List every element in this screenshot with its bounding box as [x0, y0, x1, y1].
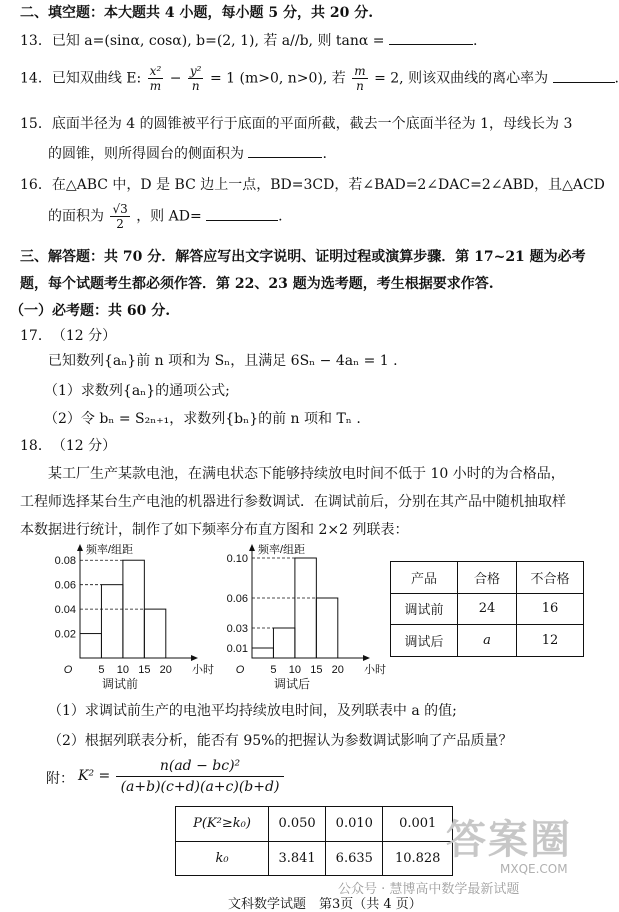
watermark-site: MXQE.COM — [500, 862, 568, 876]
q15-answer-blank — [248, 145, 322, 158]
y-tick-label: 0.06 — [226, 593, 248, 605]
contingency-header: 合格 — [458, 562, 517, 594]
q16-post: ，则 AD= — [136, 208, 202, 225]
x-tick-label: 20 — [159, 664, 172, 676]
histogram-bar — [295, 558, 316, 658]
histogram-bar — [273, 628, 294, 658]
x-axis-arrow — [191, 655, 198, 661]
histogram-bar — [101, 585, 122, 658]
question-15-line2 — [48, 143, 327, 163]
section3-heading-line1: 三、解答题：共 70 分．解答应写出文字说明、证明过程或演算步骤．第 17~21 题为必考 — [20, 249, 586, 265]
page-footer: 文科数学试题 第3页（共 4 页） — [228, 897, 422, 912]
contingency-header-row — [391, 562, 584, 594]
contingency-cell: 12 — [517, 625, 584, 657]
question-13 — [20, 30, 477, 50]
critical-value-table — [175, 806, 453, 876]
q17-stem: 已知数列{aₙ}前 n 项和为 Sₙ，且满足 6Sₙ − 4aₙ = 1 . — [48, 353, 398, 369]
x-tick-label: 15 — [138, 664, 151, 676]
x-axis-label: 小时 — [364, 664, 386, 676]
k-table-cell: 3.841 — [269, 841, 326, 876]
k-table-cell: P(K²≥k₀) — [176, 807, 269, 842]
watermark-logo: 答案圈 — [446, 817, 572, 863]
y-axis-arrow — [249, 544, 255, 551]
contingency-table — [390, 561, 584, 657]
question-15-line1 — [20, 113, 572, 133]
x-tick-label: 5 — [98, 664, 105, 676]
q16-number: 16． — [20, 177, 52, 193]
x-tick-label: O — [63, 664, 73, 676]
formula-fraction — [116, 758, 284, 795]
y-axis-label: 频率/组距 — [258, 544, 306, 556]
q14-question: = 2, 则该双曲线的离心率为 — [374, 70, 549, 87]
contingency-row — [391, 625, 584, 657]
contingency-cell: 调试前 — [391, 593, 458, 625]
histogram-bar — [80, 634, 101, 658]
q15-end: . — [322, 146, 327, 162]
q13-text: 已知 a=(sinα, cosα), b=(2, 1), 若 a//b, 则 tanα = — [51, 33, 385, 49]
q16-pre: 的面积为 — [48, 208, 104, 225]
histogram-after — [212, 540, 386, 691]
histogram-bar — [316, 598, 337, 658]
k-table-cell: 0.050 — [269, 807, 326, 842]
k-table-row — [176, 841, 453, 876]
k-table-row — [176, 807, 453, 842]
x-tick-label: 5 — [270, 664, 277, 676]
chart-title: 调试后 — [273, 677, 311, 691]
k-table-cell: 0.010 — [326, 807, 383, 842]
q14-fraction-y: $\frac{\text{y²}}{n}$ — [189, 64, 202, 93]
question-14 — [20, 64, 619, 93]
y-tick-label: 0.06 — [54, 579, 76, 592]
formula-denominator: (a+b)(c+d)(a+c)(b+d) — [120, 779, 280, 795]
q13-answer-blank — [389, 32, 473, 45]
q13-number: 13． — [20, 33, 52, 49]
q16-line1: 在△ABC 中，D 是 BC 边上一点，BD=3CD，若∠BAD=2∠DAC=2∠ABD，且△ACD — [51, 177, 605, 193]
q14-fraction-x: $\frac{\text{x²}}{m}$ — [149, 64, 162, 93]
watermark-account: 公众号 · 慧博高中数学最新试题 — [338, 882, 520, 897]
contingency-header: 产品 — [391, 562, 458, 594]
contingency-cell: a — [458, 625, 517, 657]
histogram-before — [40, 540, 214, 691]
contingency-cell: 调试后 — [391, 625, 458, 657]
y-tick-label: 0.03 — [226, 623, 248, 635]
q14-answer-blank — [553, 70, 615, 83]
x-axis-label: 小时 — [192, 664, 214, 676]
y-tick-label: 0.04 — [54, 604, 76, 617]
x-tick-label: 15 — [310, 664, 323, 676]
x-tick-label: 20 — [331, 664, 344, 676]
q18-part1: （1）求调试前生产的电池平均持续放电时间，及列联表中 a 的值; — [48, 703, 457, 719]
histogram-bar — [252, 648, 273, 658]
y-tick-label: 0.01 — [226, 643, 248, 655]
formula-k2: K² = — [78, 768, 111, 784]
q14-fraction-mn: $\frac{m}{n}$ — [354, 64, 366, 93]
k-table-cell: k₀ — [176, 841, 269, 876]
k-table-cell: 6.635 — [326, 841, 383, 876]
contingency-row — [391, 593, 584, 625]
contingency-header: 不合格 — [517, 562, 584, 594]
y-tick-label: 0.10 — [226, 553, 248, 565]
q18-part2: （2）根据列联表分析，能否有 95%的把握认为参数调试影响了产品质量？ — [48, 733, 513, 749]
y-tick-label: 0.02 — [54, 628, 76, 641]
q15-line2: 的圆锥，则所得圆台的侧面积为 — [48, 146, 244, 162]
q16-end: . — [278, 208, 283, 225]
x-tick-label: 10 — [288, 664, 302, 676]
section3-subheading: （一）必考题：共 60 分. — [10, 303, 171, 319]
q15-line1: 底面半径为 4 的圆锥被平行于底面的平面所截，截去一个底面半径为 1，母线长为 3 — [51, 116, 573, 132]
q18-stem-line3: 本数据进行统计，制作了如下频率分布直方图和 2×2 列联表： — [20, 522, 409, 538]
contingency-cell: 16 — [517, 593, 584, 625]
histogram-bar — [144, 609, 165, 658]
q14-minus: − — [169, 70, 182, 87]
x-axis-arrow — [363, 655, 370, 661]
q17-title: 17． （12 分） — [20, 328, 117, 344]
q16-fraction: $\frac{√3}{2}$ — [112, 202, 128, 231]
y-tick-label: 0.08 — [54, 555, 76, 568]
q18-title: 18． （12 分） — [20, 438, 117, 454]
section3-heading-line2: 题，每个试题考生都必须作答．第 22、23 题为选考题，考生根据要求作答. — [20, 276, 494, 292]
y-axis-label: 频率/组距 — [86, 544, 134, 556]
contingency-cell: 24 — [458, 593, 517, 625]
question-16-line1 — [20, 174, 605, 194]
q14-number: 14． — [20, 70, 52, 87]
q18-stem-line2: 工程师选择某台生产电池的机器进行参数调试．在调试前后，分别在其产品中随机抽取样 — [20, 494, 566, 510]
q17-part2: （2）令 bₙ = S₂ₙ₊₁，求数列{bₙ}的前 n 项和 Tₙ . — [44, 411, 361, 427]
y-axis-arrow — [77, 544, 83, 551]
section2-heading: 二、填空题：本大题共 4 小题，每小题 5 分，共 20 分. — [20, 5, 374, 21]
q16-answer-blank — [206, 208, 278, 221]
q13-end: . — [472, 33, 478, 49]
q15-number: 15． — [20, 116, 52, 132]
q14-end: . — [614, 70, 619, 87]
formula-numerator: n(ad − bc)² — [116, 758, 284, 777]
k-table-cell: 10.828 — [383, 841, 453, 876]
k-table-cell: 0.001 — [383, 807, 453, 842]
q14-pre: 已知双曲线 E: — [51, 70, 146, 87]
q14-condition: = 1 (m>0, n>0), 若 — [209, 70, 346, 87]
question-16-line2 — [48, 202, 283, 231]
x-tick-label: 10 — [116, 664, 130, 676]
chart-title: 调试前 — [101, 677, 139, 691]
q18-stem-line1: 某工厂生产某款电池，在满电状态下能够持续放电时间不低于 10 小时的为合格品， — [48, 466, 565, 482]
formula-label: 附： — [46, 771, 74, 787]
x-tick-label: O — [235, 664, 245, 676]
q17-part1: （1）求数列{aₙ}的通项公式; — [44, 383, 230, 399]
